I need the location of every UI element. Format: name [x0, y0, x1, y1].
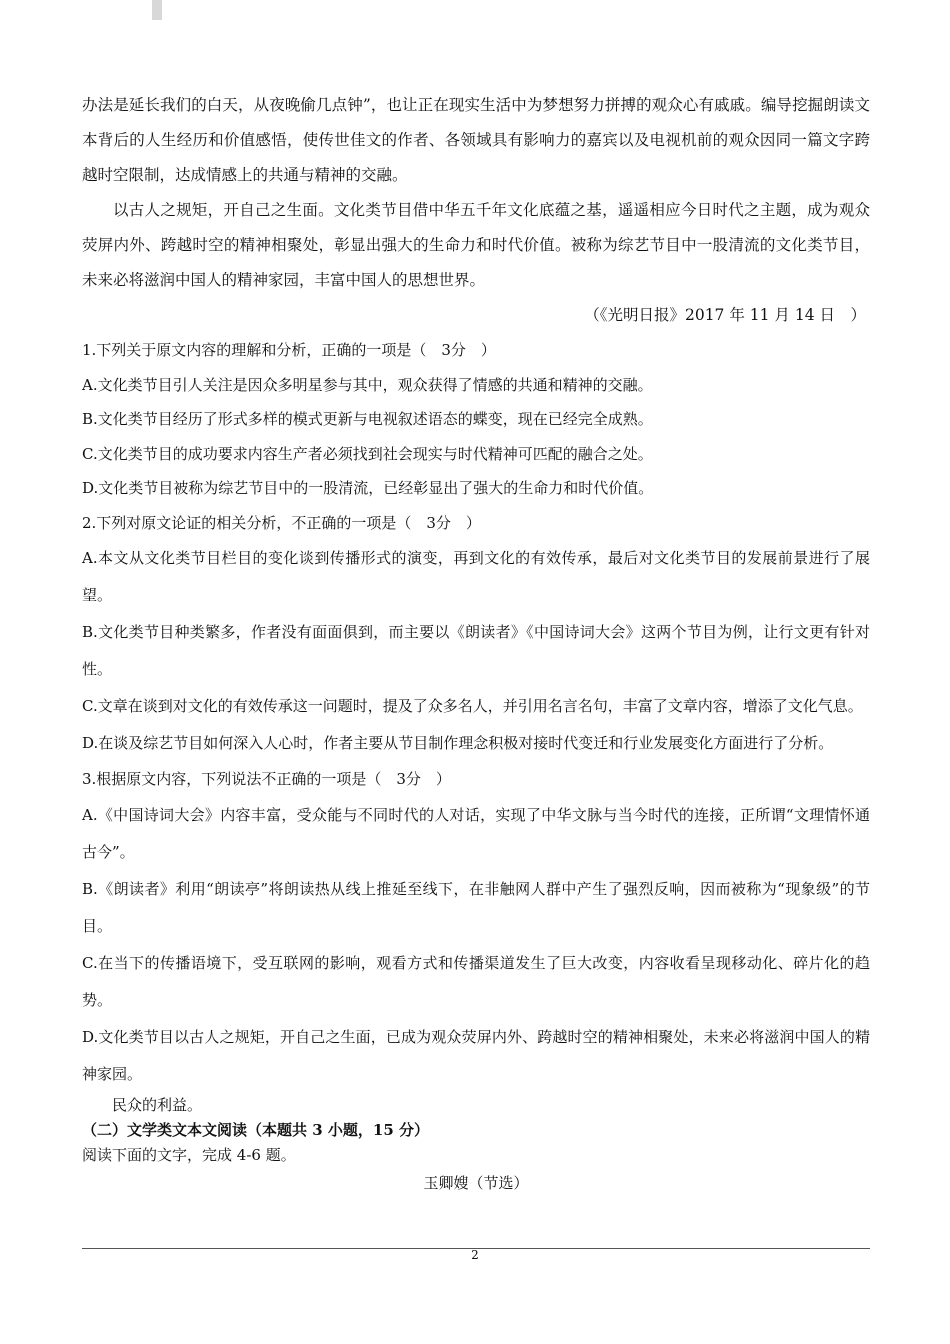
answer-option: C.文章在谈到对文化的有效传承这一问题时，提及了众多名人，并引用名言名句，丰富了文章内容，增添了文化气息。	[82, 697, 863, 715]
answer-option: B.文化类节目经历了形式多样的模式更新与电视叙述语态的蝶变，现在已经完全成熟。	[82, 410, 653, 428]
answer-option: A.《中国诗词大会》内容丰富，受众能与不同时代的人对话，实现了中华文脉与当今时代的连接，正所谓“文理情怀通古今”。	[82, 805, 870, 861]
answer-option: B.《朗读者》利用“朗读亭”将朗读热从线上推延至线下，在非触网人群中产生了强烈反响，因而被称为“现象级”的节目。	[82, 879, 870, 935]
question-2	[82, 506, 870, 763]
question-stem: 2.下列对原文论证的相关分析，不正确的一项是（ 3分 ）	[82, 513, 481, 532]
answer-option: B.文化类节目种类繁多，作者没有面面俱到，而主要以《朗读者》《中国诗词大会》这两个节目为例，让行文更有针对性。	[82, 623, 870, 678]
answer-option: D.文化类节目被称为综艺节目中的一股清流，已经彰显出了强大的生命力和时代价值。	[82, 479, 654, 497]
page-number: 2	[471, 1248, 479, 1262]
answer-option: C.在当下的传播语境下，受互联网的影响，观看方式和传播渠道发生了巨大改变，内容收看呈现移动化、碎片化的趋势。	[82, 953, 870, 1009]
document-page	[82, 88, 870, 1198]
answer-option: A.本文从文化类节目栏目的变化谈到传播形式的演变，再到文化的有效传承，最后对文化类节目的发展前景进行了展望。	[82, 549, 870, 604]
body-paragraph: 办法是延长我们的白天，从夜晚偷几点钟”，也让正在现实生活中为梦想努力拼搏的观众心有戚戚。编导挖掘朗读文本背后的人生经历和价值感悟，使传世佳文的作者、各领域具有影响力的嘉宾以及电视机前的观众因同一篇文字跨越时空限制，达成情感上的共通与精神的交融。	[82, 96, 870, 184]
question-stem: 1.下列关于原文内容的理解和分析，正确的一项是（ 3分 ）	[82, 341, 496, 359]
answer-option: C.文化类节目的成功要求内容生产者必须找到社会现实与时代精神可匹配的融合之处。	[82, 444, 653, 463]
answer-option: A.文化类节目引人关注是因众多明星参与其中，观众获得了情感的共通和精神的交融。	[82, 375, 653, 394]
source-citation: （《光明日报》2017 年 11 月 14 日 ）	[584, 306, 866, 324]
story-title: 玉卿嫂（节选）	[423, 1173, 529, 1192]
question-stem: 3.根据原文内容，下列说法不正确的一项是（ 3分 ）	[82, 770, 451, 788]
scan-mark	[152, 0, 162, 20]
body-paragraph: 以古人之规矩，开自己之生面。文化类节目借中华五千年文化底蕴之基，遥遥相应今日时代之主题，成为观众荧屏内外、跨越时空的精神相聚处，彰显出强大的生命力和时代价值。被称为综艺节目中一股清流的文化类节目，未来必将滋润中国人的精神家园，丰富中国人的思想世界。	[82, 201, 870, 289]
question-3	[82, 762, 870, 1093]
answer-option: D.在谈及综艺节目如何深入人心时，作者主要从节目制作理念积极对接时代变迁和行业发展变化方面进行了分析。	[82, 734, 834, 752]
stray-text: 民众的利益。	[112, 1095, 203, 1114]
question-1	[82, 333, 870, 506]
section-heading: （二）文学类文本文阅读（本题共 3 小题，15 分）	[82, 1120, 429, 1139]
answer-option: D.文化类节目以古人之规矩，开自己之生面，已成为观众荧屏内外、跨越时空的精神相聚处，未来必将滋润中国人的精神家园。	[82, 1027, 870, 1083]
reading-instruction: 阅读下面的文字，完成 4-6 题。	[82, 1145, 296, 1164]
